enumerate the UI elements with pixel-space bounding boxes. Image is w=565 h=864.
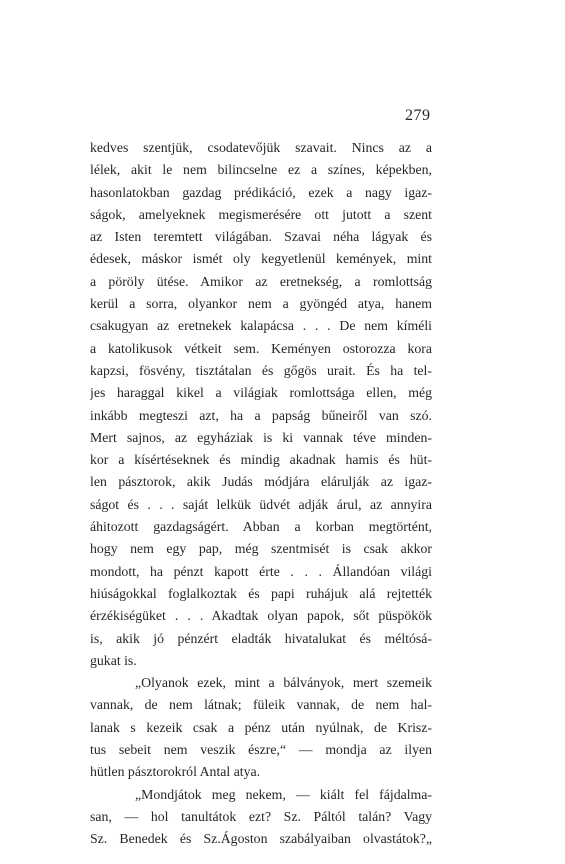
- text-line: édesek, máskor ismét oly kegyetlenül kemények, mint: [90, 251, 432, 267]
- text-line: áhitozott gazdagságért. Abban a korban megtörtént,: [90, 519, 432, 535]
- text-line: gukat is.: [90, 652, 137, 668]
- text-line: lélek, akit le nem bilincselne ez a színes, képekben,: [90, 162, 432, 178]
- text-line: kor a kísértéseknek és mindig akadnak hamis és hüt-: [90, 452, 432, 468]
- text-line: tus sebeit nem veszik észre,“ — mondja az ilyen: [90, 742, 432, 758]
- text-line: len pásztorok, akik Judás módjára elárulják az igaz-: [90, 474, 432, 490]
- body-text: [90, 137, 432, 851]
- text-line: hogy nem egy pap, még szentmisét is csak akkor: [90, 541, 432, 557]
- text-line: san, — hol tanultátok ezt? Sz. Páltól talán? Vagy: [90, 808, 432, 824]
- text-line: is, akik jó pénzért eladták hivatalukat és méltósá-: [90, 630, 432, 646]
- text-line: hasonlatokban gazdag prédikáció, ezek a nagy igaz-: [90, 184, 432, 200]
- text-line: lanak s kezeik csak a pénz után nyúlnak, de Krisz-: [90, 719, 432, 735]
- text-line: Mert sajnos, az egyháziak is ki vannak téve minden-: [90, 429, 432, 445]
- text-line: kapzsi, fösvény, tisztátalan és gőgös urait. És ha tel-: [90, 362, 432, 378]
- text-line: hütlen pásztorokról Antal atya.: [90, 764, 261, 780]
- text-line: a pöröly ütése. Amikor az eretnekség, a romlottság: [90, 273, 432, 289]
- page-number: 279: [405, 107, 431, 124]
- text-line: ságok, amelyeknek megismerésére ott jutott a szent: [90, 206, 432, 222]
- text-line: „Olyanok ezek, mint a bálványok, mert szemeik: [135, 675, 432, 691]
- text-line: az Isten teremtett világában. Szavai néha lágyak és: [90, 229, 432, 245]
- text-line: kedves szentjük, csodatevőjük szavait. Nincs az a: [90, 140, 432, 155]
- text-line: Sz. Benedek és Sz.Ágoston szabályaiban olvastátok?„: [90, 831, 432, 847]
- text-line: jes haraggal kikel a világiak romlottsága ellen, még: [90, 385, 432, 401]
- text-line: „Mondjátok meg nekem, — kiált fel fájdalma-: [135, 786, 432, 802]
- text-line: a katolikusok vétkeit sem. Keményen ostorozza kora: [90, 340, 432, 356]
- text-line: hiúságokkal foglalkoztak és papi ruhájuk alá rejtették: [90, 585, 432, 601]
- text-line: csakugyan az eretnekek kalapácsa . . . De nem kíméli: [90, 318, 432, 334]
- text-line: kerül a sorra, olyankor nem a gyöngéd atya, hanem: [90, 296, 432, 312]
- text-line: inkább megteszi azt, ha a papság bűneiről van szó.: [90, 407, 432, 423]
- text-line: vannak, de nem látnak; füleik vannak, de nem hal-: [90, 697, 432, 713]
- text-line: mondott, ha pénzt kapott érte . . . Állandóan világi: [90, 563, 432, 579]
- text-line: érzékiségüket . . . Akadtak olyan papok, sőt püspökök: [90, 608, 432, 624]
- text-line: ságot és . . . saját lelkük üdvét adják árul, az annyira: [90, 496, 432, 512]
